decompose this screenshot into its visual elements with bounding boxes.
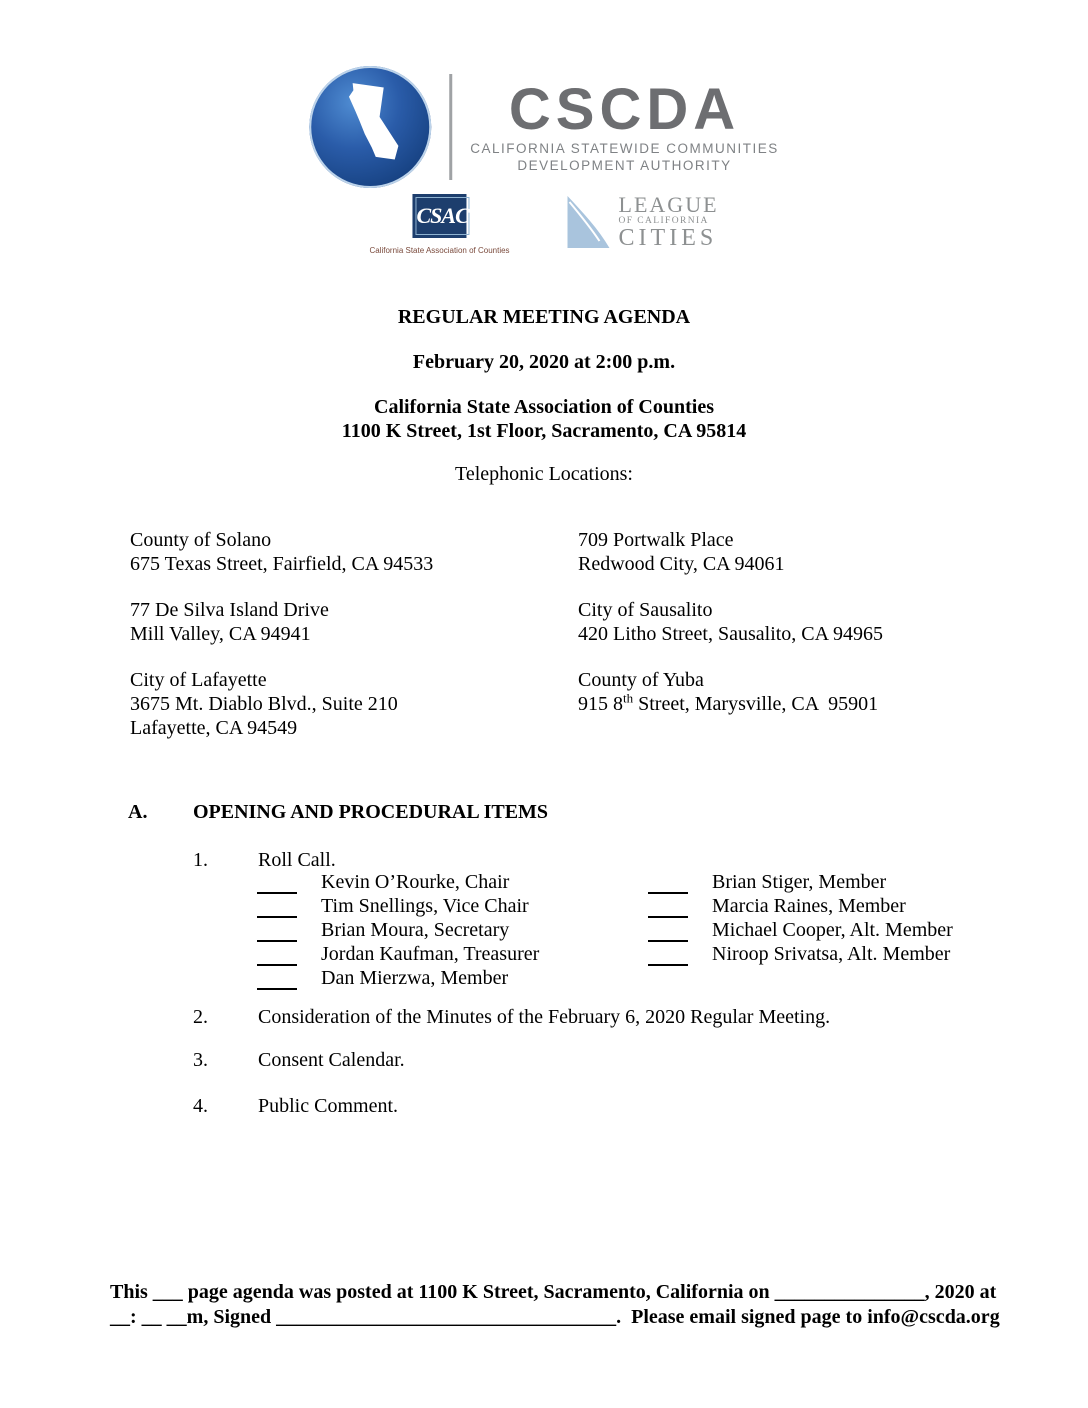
logo-divider bbox=[449, 74, 452, 180]
location-line: Redwood City, CA 94061 bbox=[578, 553, 785, 575]
location-line: 420 Litho Street, Sausalito, CA 94965 bbox=[578, 623, 883, 645]
roll-call-blank-line bbox=[648, 946, 688, 966]
telephonic-locations-label: Telephonic Locations: bbox=[455, 463, 633, 485]
roll-call-blank-line bbox=[648, 922, 688, 942]
csac-caption: California State Association of Counties bbox=[369, 246, 510, 255]
cscda-logo-text bbox=[470, 77, 779, 174]
location-line: Lafayette, CA 94549 bbox=[130, 717, 298, 739]
roll-call-entry bbox=[648, 894, 953, 918]
league-swoosh-icon bbox=[568, 194, 610, 248]
location-line: Mill Valley, CA 94941 bbox=[130, 623, 311, 645]
location-line: County of Solano bbox=[130, 529, 272, 551]
yuba-address-pre: 915 8 bbox=[578, 693, 623, 715]
csac-square-icon bbox=[413, 194, 467, 238]
yuba-address-post: Street, Marysville, CA 95901 bbox=[633, 693, 879, 715]
location-line: 675 Texas Street, Fairfield, CA 94533 bbox=[130, 553, 434, 575]
roll-call-left-column bbox=[257, 870, 539, 990]
roll-call-blank-line bbox=[257, 946, 297, 966]
csac-acronym: CSAC bbox=[416, 203, 469, 228]
location-line bbox=[578, 692, 960, 716]
cscda-globe-icon bbox=[309, 66, 431, 188]
csac-inner-border bbox=[416, 197, 470, 235]
item-number: 1. bbox=[193, 849, 208, 871]
roll-call-name: Brian Stiger, Member bbox=[712, 871, 887, 893]
title-block bbox=[0, 305, 1088, 486]
posting-notice-footer bbox=[110, 1280, 1000, 1330]
roll-call-entry bbox=[648, 918, 953, 942]
telephonic-locations-list bbox=[130, 528, 960, 740]
roll-call-entry bbox=[257, 966, 539, 990]
roll-call-name: Niroop Srivatsa, Alt. Member bbox=[712, 943, 951, 965]
roll-call-entry bbox=[648, 870, 953, 894]
item-text: Roll Call. bbox=[258, 849, 336, 871]
cscda-acronym: CSCDA bbox=[508, 77, 741, 142]
roll-call-name: Kevin O’Rourke, Chair bbox=[321, 871, 510, 893]
league-logo bbox=[568, 194, 719, 250]
location-line: City of Sausalito bbox=[578, 599, 713, 621]
roll-call-blank-line bbox=[257, 874, 297, 894]
cscda-subtitle-line2: DEVELOPMENT AUTHORITY bbox=[517, 158, 732, 173]
league-line1: LEAGUE bbox=[618, 192, 719, 217]
item-text: Consent Calendar. bbox=[258, 1049, 405, 1071]
roll-call-entry bbox=[257, 942, 539, 966]
roll-call-blank-line bbox=[257, 970, 297, 990]
section-a-title: OPENING AND PROCEDURAL ITEMS bbox=[193, 801, 549, 823]
location-sausalito bbox=[578, 598, 960, 646]
location-line: 77 De Silva Island Drive bbox=[130, 599, 329, 621]
yuba-address-ordinal: th bbox=[623, 690, 634, 706]
location-mill-valley bbox=[130, 598, 578, 646]
roll-call-right-column bbox=[648, 870, 953, 966]
csac-logo bbox=[369, 194, 509, 255]
location-lafayette bbox=[130, 668, 578, 740]
document-title: REGULAR MEETING AGENDA bbox=[397, 306, 691, 328]
league-line2: OF CALIFORNIA bbox=[618, 216, 709, 226]
section-a-label: A. bbox=[128, 801, 148, 823]
item-number: 4. bbox=[193, 1095, 208, 1117]
agenda-item-4 bbox=[193, 1094, 398, 1118]
footer-line1: This ___ page agenda was posted at 1100 K Street, Sacramento, California on _______________, 2020 at bbox=[110, 1281, 997, 1303]
roll-call-name: Brian Moura, Secretary bbox=[321, 919, 510, 941]
agenda-item-2 bbox=[193, 1005, 830, 1029]
partner-logos-row bbox=[369, 194, 718, 255]
footer-line2: __: __ __m, Signed __________________________________. Please email signed page to info@cscda.org bbox=[110, 1306, 1000, 1328]
agenda-item-1 bbox=[193, 848, 336, 872]
location-portwalk bbox=[578, 528, 960, 576]
roll-call-entry bbox=[257, 870, 539, 894]
roll-call-name: Marcia Raines, Member bbox=[712, 895, 906, 917]
location-line: County of Yuba bbox=[578, 669, 704, 691]
league-logo-text bbox=[619, 194, 719, 250]
agenda-item-3 bbox=[193, 1048, 405, 1072]
roll-call-entry bbox=[257, 918, 539, 942]
section-a-heading bbox=[128, 800, 548, 824]
league-line3: CITIES bbox=[618, 225, 718, 251]
meeting-datetime: February 20, 2020 at 2:00 p.m. bbox=[412, 351, 676, 373]
roll-call-blank-line bbox=[648, 898, 688, 918]
roll-call-blank-line bbox=[257, 922, 297, 942]
roll-call-name: Jordan Kaufman, Treasurer bbox=[321, 943, 540, 965]
cscda-subtitle-line1: CALIFORNIA STATEWIDE COMMUNITIES bbox=[470, 141, 779, 156]
venue-address: 1100 K Street, 1st Floor, Sacramento, CA 95814 bbox=[341, 420, 747, 442]
location-line: City of Lafayette bbox=[130, 669, 267, 691]
item-number: 3. bbox=[193, 1049, 208, 1071]
roll-call-blank-line bbox=[257, 898, 297, 918]
roll-call-entry bbox=[257, 894, 539, 918]
california-state-icon bbox=[331, 80, 410, 175]
location-solano bbox=[130, 528, 578, 576]
location-line: 3675 Mt. Diablo Blvd., Suite 210 bbox=[130, 693, 398, 715]
cscda-logo bbox=[309, 66, 779, 188]
venue-name: California State Association of Counties bbox=[374, 396, 714, 418]
roll-call-name: Tim Snellings, Vice Chair bbox=[321, 895, 529, 917]
item-text: Consideration of the Minutes of the February 6, 2020 Regular Meeting. bbox=[258, 1006, 831, 1028]
item-text: Public Comment. bbox=[258, 1095, 398, 1117]
roll-call-name: Michael Cooper, Alt. Member bbox=[712, 919, 953, 941]
roll-call-name: Dan Mierzwa, Member bbox=[321, 967, 509, 989]
item-number: 2. bbox=[193, 1006, 208, 1028]
roll-call-entry bbox=[648, 942, 953, 966]
roll-call-blank-line bbox=[648, 874, 688, 894]
location-yuba bbox=[578, 668, 960, 740]
location-line: 709 Portwalk Place bbox=[578, 529, 734, 551]
